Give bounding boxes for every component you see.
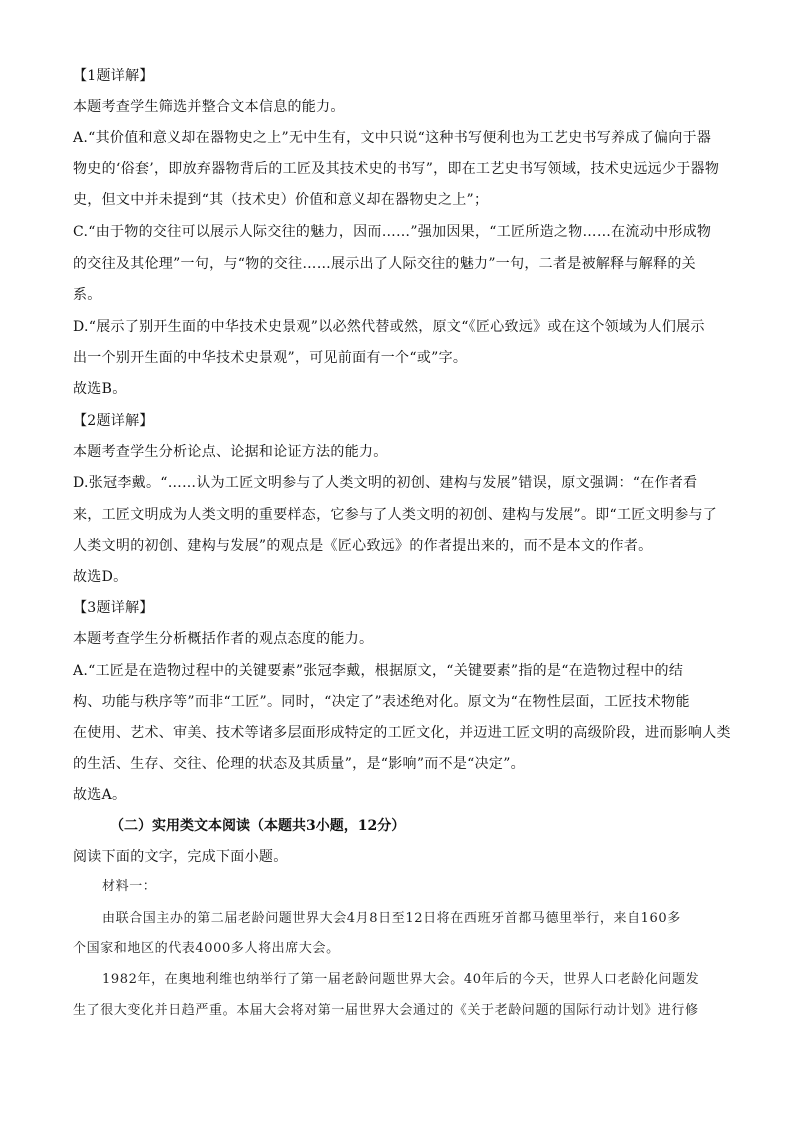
q3-intro: 本题考查学生分析概括作者的观点态度的能力。 (73, 631, 374, 647)
q2-intro: 本题考查学生分析论点、论据和论证方法的能力。 (73, 444, 388, 460)
material-label: 材料一： (102, 879, 157, 894)
q1-line: 物史的‘俗套’，即放弃器物背后的工匠及其技术史的书写”，即在工艺史书写领域，技术史远远少于器物 (73, 161, 720, 177)
material-line: 由联合国主办的第二届老龄问题世界大会4月8日至12日将在西班牙首都马德里举行，来自160多 (102, 911, 681, 926)
q3-line: 构、功能与秩序等”而非“工匠”。同时，“决定了”表述绝对化。原文为“在物性层面，工匠技术物能 (73, 694, 690, 710)
q1-line: 的交往及其伦理”一句，与“物的交往……展示出了人际交往的魅力”一句，二者是被解释与解释的关 (73, 256, 696, 272)
q1-intro: 本题考查学生筛选并整合文本信息的能力。 (73, 99, 345, 115)
q2-heading: 【2题详解】 (73, 413, 154, 429)
q3-answer: 故选A。 (73, 787, 127, 803)
q1-line: 史，但文中并未提到“其（技术史）价值和意义却在器物史之上”； (73, 192, 489, 208)
section-title: （二）实用类文本阅读（本题共3小题，12分） (110, 818, 406, 834)
material-line: 个国家和地区的代表4000多人将出席大会。 (73, 941, 340, 956)
q2-line: 来，工匠文明成为人类文明的重要样态，它参与了人类文明的初创、建构与发展”。即“工匠文明参与了 (73, 507, 718, 523)
material-line: 生了很大变化并日趋严重。本届大会将对第一届世界大会通过的《关于老龄问题的国际行动计划》进行修 (73, 1003, 699, 1018)
q2-answer: 故选D。 (73, 569, 128, 585)
q3-line: A.“工匠是在造物过程中的关键要素”张冠李戴，根据原文，“关键要素”指的是“在造物过程中的结 (73, 663, 684, 679)
q3-heading: 【3题详解】 (73, 600, 154, 616)
q3-line: 的生活、生存、交往、伦理的状态及其质量”，是“影响”而不是“决定”。 (73, 756, 525, 772)
q1-line: C.“由于物的交往可以展示人际交往的魅力，因而……”强加因果，“工匠所造之物……在流动中形成物 (73, 224, 712, 240)
q1-line: D.“展示了别开生面的中华技术史景观”以必然代替或然，原文“《匠心致远》或在这个领域为人们展示 (73, 319, 705, 335)
q2-line: D.张冠李戴。“……认为工匠文明参与了人类文明的初创、建构与发展”错误，原文强调：“在作者看 (73, 475, 698, 491)
q3-line: 在使用、艺术、审美、技术等诸多层面形成特定的工匠文化，并迈进工匠文明的高级阶段，进而影响人类 (73, 725, 731, 741)
q1-line: 系。 (73, 287, 102, 303)
q1-answer: 故选B。 (73, 381, 127, 397)
q1-line: 出一个别开生面的中华技术史景观”，可见前面有一个“或”字。 (73, 350, 468, 366)
material-line: 1982年，在奥地利维也纳举行了第一届老龄问题世界大会。40年后的今天，世界人口老龄化问题发 (102, 972, 700, 987)
q1-heading: 【1题详解】 (73, 68, 154, 84)
q2-line: 人类文明的初创、建构与发展”的观点是《匠心致远》的作者提出来的，而不是本文的作者。 (73, 538, 653, 554)
section-instruction: 阅读下面的文字，完成下面小题。 (73, 849, 288, 865)
q1-line: A.“其价值和意义却在器物史之上”无中生有，文中只说“这种书写便利也为工艺史书写养成了偏向于器 (73, 130, 712, 146)
